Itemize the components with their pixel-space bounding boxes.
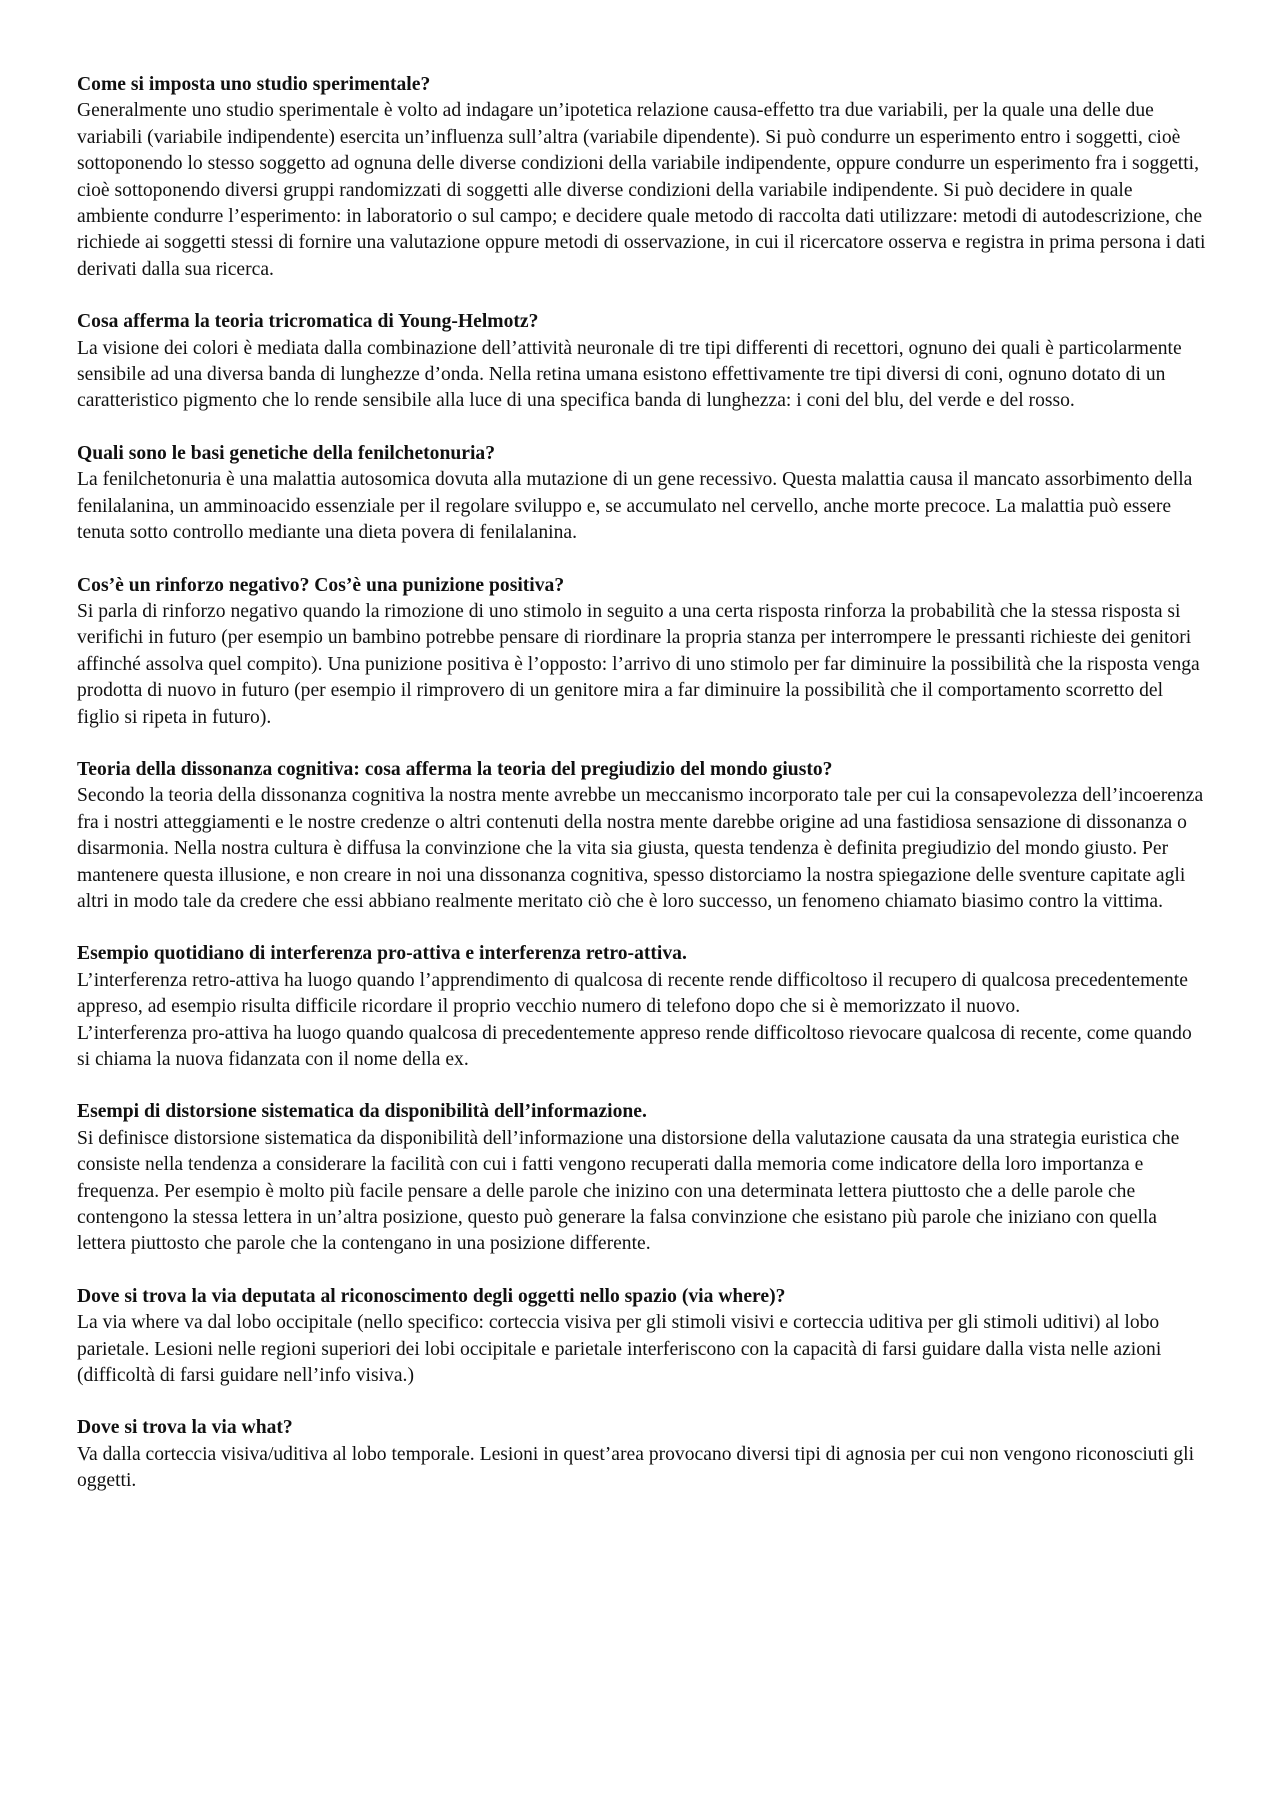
answer-paragraph: L’interferenza retro-attiva ha luogo quando l’apprendimento di qualcosa di recente rende difficoltoso il recupero di qualcosa precedentemente appreso, ad esempio risulta difficile ricordare il proprio vecchio numero di telefono dopo che si è memorizzato il nuovo.	[77, 969, 1188, 1018]
question-heading: Quali sono le basi genetiche della fenilchetonuria?	[77, 442, 496, 464]
answer-paragraph: L’interferenza pro-attiva ha luogo quando qualcosa di precedentemente appreso rende difficoltoso rievocare qualcosa di recente, come quando si chiama la nuova fidanzata con il nome della ex.	[77, 1022, 1192, 1070]
question-heading: Esempio quotidiano di interferenza pro-attiva e interferenza retro-attiva.	[77, 943, 687, 965]
answer-paragraph: La fenilchetonuria è una malattia autosomica dovuta alla mutazione di un gene recessivo. Questa malattia causa il mancato assorbimento della fenilalanina, un amminoacido essenziale per il regolare sviluppo e, se accumulato nel cervello, anche morte precoce. La malattia può essere tenuta sotto controllo mediante una dieta povera di fenilalanina.	[77, 469, 1193, 544]
qa-section	[77, 1284, 1207, 1390]
qa-section	[77, 941, 1207, 1073]
question-heading: Esempi di distorsione sistematica da disponibilità dell’informazione.	[77, 1101, 647, 1123]
qa-section	[77, 573, 1207, 731]
qa-section	[77, 72, 1207, 283]
qa-section	[77, 757, 1207, 915]
qa-section	[77, 441, 1207, 547]
qa-section	[77, 309, 1207, 415]
question-heading: Dove si trova la via what?	[77, 1417, 293, 1439]
question-heading: Cos’è un rinforzo negativo? Cos’è una punizione positiva?	[77, 574, 565, 596]
answer-paragraph: Si definisce distorsione sistematica da disponibilità dell’informazione una distorsione della valutazione causata da una strategia euristica che consiste nella tendenza a considerare la facilità con cui i fatti vengono recuperati dalla memoria come indicatore della loro importanza e frequenza. Per esempio è molto più facile pensare a delle parole che inizino con una determinata lettera piuttosto che a delle parole che contengono la stessa lettera in un’altra posizione, questo può generare la falsa convinzione che esistano più parole che iniziano con quella lettera piuttosto che parole che la contengano in una posizione differente.	[77, 1127, 1180, 1255]
question-heading: Teoria della dissonanza cognitiva: cosa afferma la teoria del pregiudizio del mondo giusto?	[77, 758, 833, 780]
answer-paragraph: La via where va dal lobo occipitale (nello specifico: corteccia visiva per gli stimoli visivi e corteccia uditiva per gli stimoli uditivi) al lobo parietale. Lesioni nelle regioni superiori dei lobi occipitale e parietale interferiscono con la capacità di farsi guidare dalla vista nelle azioni (difficoltà di farsi guidare nell’info visiva.)	[77, 1312, 1162, 1387]
document-page	[77, 72, 1207, 1521]
answer-paragraph: Va dalla corteccia visiva/uditiva al lobo temporale. Lesioni in quest’area provocano diversi tipi di agnosia per cui non vengono riconosciuti gli oggetti.	[77, 1443, 1195, 1492]
answer-paragraph: La visione dei colori è mediata dalla combinazione dell’attività neuronale di tre tipi differenti di recettori, ognuno dei quali è particolarmente sensibile ad una diversa banda di lunghezze d’onda. Nella retina umana esistono effettivamente tre tipi diversi di coni, ognuno dotato di un caratteristico pigmento che lo rende sensibile alla luce di una specifica banda di lunghezza: i coni del blu, del verde e del rosso.	[77, 337, 1182, 412]
question-heading: Dove si trova la via deputata al riconoscimento degli oggetti nello spazio (via where)?	[77, 1285, 786, 1307]
qa-section	[77, 1099, 1207, 1257]
question-heading: Come si imposta uno studio sperimentale?	[77, 74, 431, 95]
question-heading: Cosa afferma la teoria tricromatica di Young-Helmotz?	[77, 311, 539, 333]
qa-section	[77, 1415, 1207, 1494]
answer-paragraph: Generalmente uno studio sperimentale è volto ad indagare un’ipotetica relazione causa-effetto tra due variabili, per la quale una delle due variabili (variabile indipendente) esercita un’influenza sull’altra (variabile dipendente). Si può condurre un esperimento entro i soggetti, cioè sottoponendo lo stesso soggetto ad ognuna delle diverse condizioni della variabile indipendente, oppure condurre un esperimento fra i soggetti, cioè sottoponendo diversi gruppi randomizzati di soggetti alle diverse condizioni della variabile indipendente. Si può decidere in quale ambiente condurre l’esperimento: in laboratorio o sul campo; e decidere quale metodo di raccolta dati utilizzare: metodi di autodescrizione, che richiede ai soggetti stessi di fornire una valutazione oppure metodi di osservazione, in cui il ricercatore osserva e registra in prima persona i dati derivati dalla sua ricerca.	[77, 100, 1206, 280]
answer-paragraph: Si parla di rinforzo negativo quando la rimozione di uno stimolo in seguito a una certa risposta rinforza la probabilità che la stessa risposta si verifichi in futuro (per esempio un bambino potrebbe pensare di riordinare la propria stanza per interrompere le pressanti richieste dei genitori affinché assolva quel compito). Una punizione positiva è l’opposto: l’arrivo di uno stimolo per far diminuire la possibilità che la risposta venga prodotta di nuovo in futuro (per esempio il rimprovero di un genitore mira a far diminuire la possibilità che il comportamento scorretto del figlio si ripeta in futuro).	[77, 600, 1200, 728]
answer-paragraph: Secondo la teoria della dissonanza cognitiva la nostra mente avrebbe un meccanismo incorporato tale per cui la consapevolezza dell’incoerenza fra i nostri atteggiamenti e le nostre credenze o altri contenuti della nostra mente darebbe origine ad una fastidiosa sensazione di dissonanza o disarmonia. Nella nostra cultura è diffusa la convinzione che la vita sia giusta, questa tendenza è definita pregiudizio del mondo giusto. Per mantenere questa illusione, e non creare in noi una dissonanza cognitiva, spesso distorciamo la nostra spiegazione delle sventure capitate agli altri in modo tale da credere che essi abbiano realmente meritato ciò che è loro successo, un fenomeno chiamato biasimo contro la vittima.	[77, 785, 1204, 912]
